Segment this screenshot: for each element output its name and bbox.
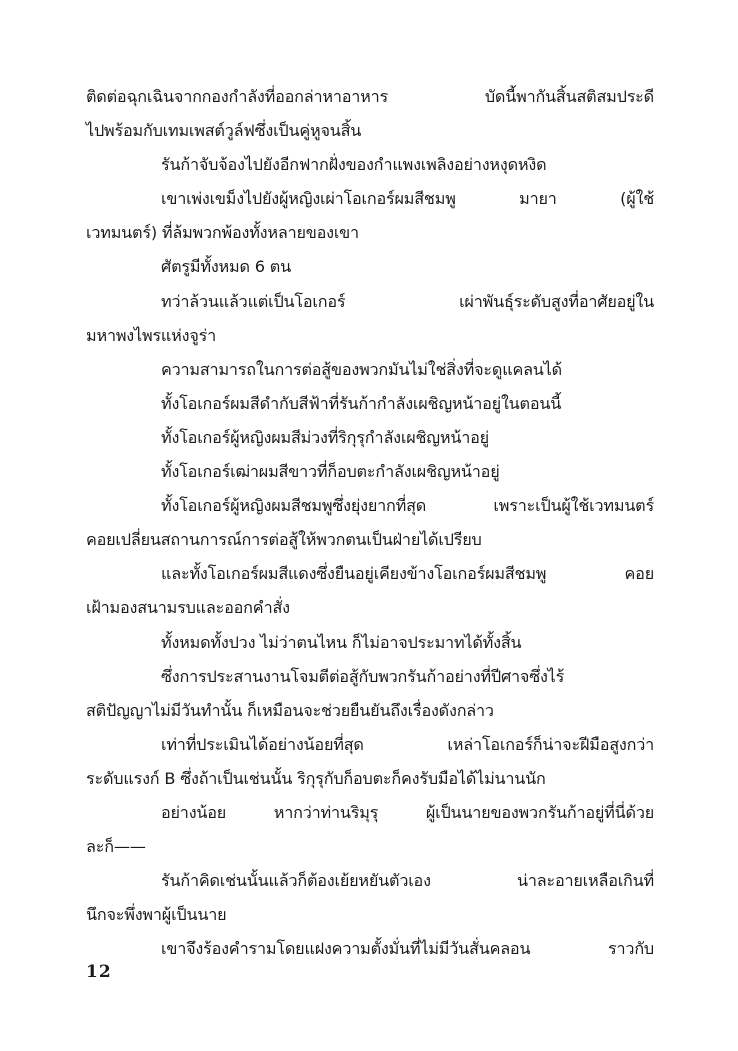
- text-line: ทั้งโอเกอร์เฒ่าผมสีขาวที่ก็อบตะกำลังเผชิญหน้าอยู่: [161, 462, 500, 482]
- text-line: เขาเพ่งเขม็งไปยังผู้หญิงเผ่าโอเกอร์ผมสีชมพู มายา (ผู้ใช้: [161, 189, 654, 209]
- body-text: [86, 80, 654, 966]
- text-line: คอยเปลี่ยนสถานการณ์การต่อสู้ให้พวกตนเป็นฝ่ายได้เปรียบ: [86, 530, 482, 550]
- text-line: ทว่าล้วนแล้วแต่เป็นโอเกอร์ เผ่าพันธุ์ระดับสูงที่อาศัยอยู่ใน: [161, 291, 654, 311]
- text-line: เฝ้ามองสนามรบและออกคำสั่ง: [86, 598, 290, 618]
- text-line: อย่างน้อย หากว่าท่านริมุรุ ผู้เป็นนายของพวกรันก้าอยู่ที่นี่ด้วย: [161, 802, 654, 822]
- text-line: ความสามารถในการต่อสู้ของพวกมันไม่ใช่สิ่งที่จะดูแคลนได้: [161, 359, 562, 379]
- text-line: ทั้งโอเกอร์ผู้หญิงผมสีม่วงที่ริกุรุกำลังเผชิญหน้าอยู่: [161, 427, 489, 447]
- text-line: เท่าที่ประเมินได้อย่างน้อยที่สุด เหล่าโอเกอร์ก็น่าจะฝีมือสูงกว่า: [161, 734, 654, 754]
- text-line: ทั้งโอเกอร์ผมสีดำกับสีฟ้าที่รันก้ากำลังเผชิญหน้าอยู่ในตอนนี้: [161, 393, 562, 413]
- text-line: ทั้งโอเกอร์ผู้หญิงผมสีชมพูซึ่งยุ่งยากที่สุด เพราะเป็นผู้ใช้เวทมนตร์: [161, 496, 654, 516]
- text-line: ทั้งหมดทั้งปวง ไม่ว่าตนไหน ก็ไม่อาจประมาทได้ทั้งสิ้น: [161, 632, 522, 652]
- text-line: ระดับแรงก์ B ซึ่งถ้าเป็นเช่นนั้น ริกุรุกับก็อบตะก็คงรับมือได้ไม่นานนัก: [86, 768, 546, 788]
- text-line: สติปัญญาไม่มีวันทำนั้น ก็เหมือนจะช่วยยืนยันถึงเรื่องดังกล่าว: [86, 700, 494, 720]
- text-line: ติดต่อฉุกเฉินจากกองกำลังที่ออกล่าหาอาหาร บัดนี้พากันสิ้นสติสมประดี: [86, 87, 654, 106]
- text-line: รันก้าคิดเช่นนั้นแล้วก็ต้องเย้ยหยันตัวเอง น่าละอายเหลือเกินที่: [161, 871, 654, 891]
- text-line: ซึ่งการประสานงานโจมตีต่อสู้กับพวกรันก้าอย่างที่ปีศาจซึ่งไร้: [161, 666, 565, 686]
- text-line: รันก้าจับจ้องไปยังอีกฟากฝั่งของกำแพงเพลิงอย่างหงุดหงิด: [161, 155, 547, 175]
- text-line: เวทมนตร์) ที่ล้มพวกพ้องทั้งหลายของเขา: [86, 223, 359, 243]
- text-line: และทั้งโอเกอร์ผมสีแดงซึ่งยืนอยู่เคียงข้างโอเกอร์ผมสีชมพู คอย: [161, 564, 654, 584]
- text-line: นึกจะพึ่งพาผู้เป็นนาย: [86, 905, 227, 925]
- text-line: มหาพงไพรแห่งจูร่า: [86, 325, 216, 345]
- text-line: เขาจึงร้องคำรามโดยแฝงความตั้งมั่นที่ไม่มีวันสั่นคลอน ราวกับ: [161, 939, 654, 959]
- text-line: ไปพร้อมกับเทมเพสต์วูล์ฟซึ่งเป็นคู่หูจนสิ้น: [86, 121, 362, 141]
- text-line: ละก็——: [86, 837, 146, 857]
- text-line: ศัตรูมีทั้งหมด 6 ตน: [161, 257, 291, 277]
- page-number: 12: [86, 962, 112, 982]
